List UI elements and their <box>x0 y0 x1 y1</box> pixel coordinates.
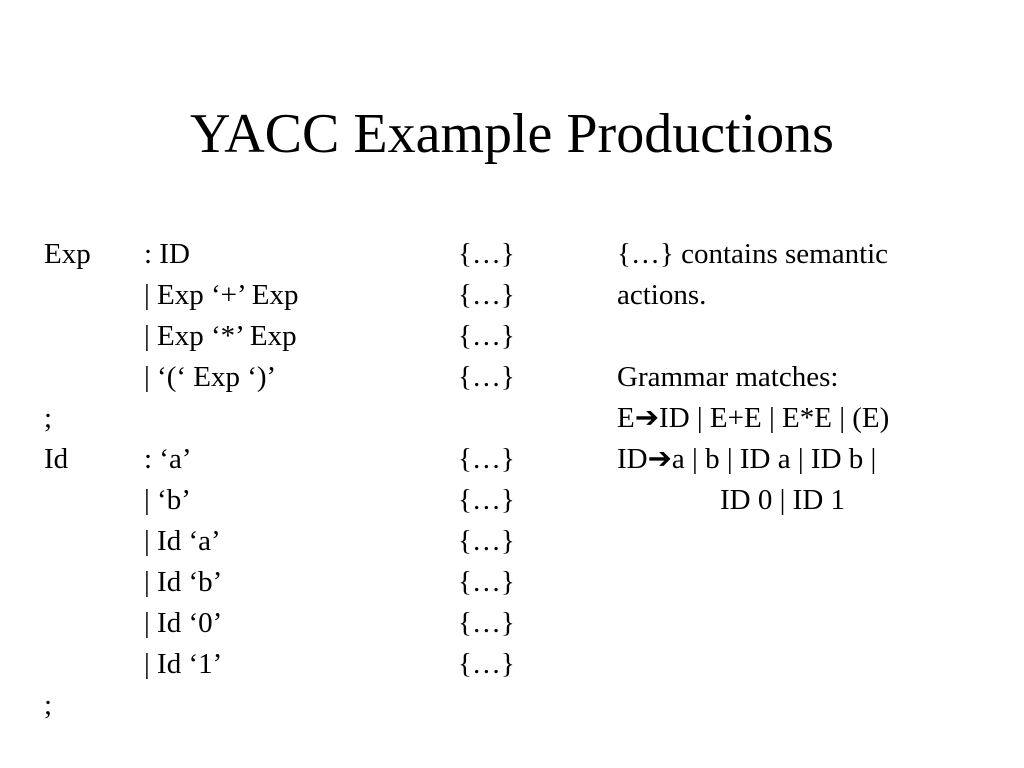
semantic-action: {…} <box>458 525 515 557</box>
semantic-action: {…} <box>458 648 515 680</box>
production-rhs: | Id ‘a’ <box>144 525 221 557</box>
expression-alternatives: ID | E+E | E*E | (E) <box>659 402 890 434</box>
arrow-right-icon: ➔ <box>634 402 660 434</box>
nonterminal: Exp <box>44 238 91 270</box>
semantic-action: {…} <box>458 279 515 311</box>
note-line: actions. <box>617 279 707 311</box>
semantic-action: {…} <box>458 238 515 270</box>
production-rhs: | ‘b’ <box>144 484 191 516</box>
production-rhs: : ID <box>144 238 190 270</box>
production-rhs: : ‘a’ <box>144 443 192 475</box>
semantic-action: {…} <box>458 443 515 475</box>
production-rhs: | ‘(‘ Exp ‘)’ <box>144 361 277 393</box>
id-language-line <box>617 439 889 480</box>
nonterminal: ; <box>44 402 53 434</box>
slide-title: YACC Example Productions <box>190 103 834 165</box>
semantic-action: {…} <box>458 484 515 516</box>
semantic-action: {…} <box>458 361 515 393</box>
id-alternatives: a | b | ID a | ID b | <box>671 443 877 475</box>
notes-panel <box>617 234 889 521</box>
production-rhs: | Id ‘b’ <box>144 566 223 598</box>
note-line: {…} contains semantic <box>617 238 889 270</box>
nonterminal: Id <box>44 443 69 475</box>
id-alternatives-continued: ID 0 | ID 1 <box>720 484 846 516</box>
expression-language-line <box>617 398 889 439</box>
id-symbol: ID <box>617 443 648 475</box>
grammar-matches-heading: Grammar matches: <box>617 361 839 393</box>
production-rhs: | Id ‘1’ <box>144 648 223 680</box>
semantic-action: {…} <box>458 607 515 639</box>
production-rhs: | Id ‘0’ <box>144 607 223 639</box>
semantic-action: {…} <box>458 566 515 598</box>
expression-symbol: E <box>617 402 635 434</box>
arrow-right-icon: ➔ <box>647 443 672 475</box>
production-rhs: | Exp ‘+’ Exp <box>144 279 299 311</box>
nonterminal: ; <box>44 689 53 721</box>
semantic-action: {…} <box>458 320 515 352</box>
production-rhs: | Exp ‘*’ Exp <box>144 320 297 352</box>
note-line-blank <box>617 316 889 357</box>
